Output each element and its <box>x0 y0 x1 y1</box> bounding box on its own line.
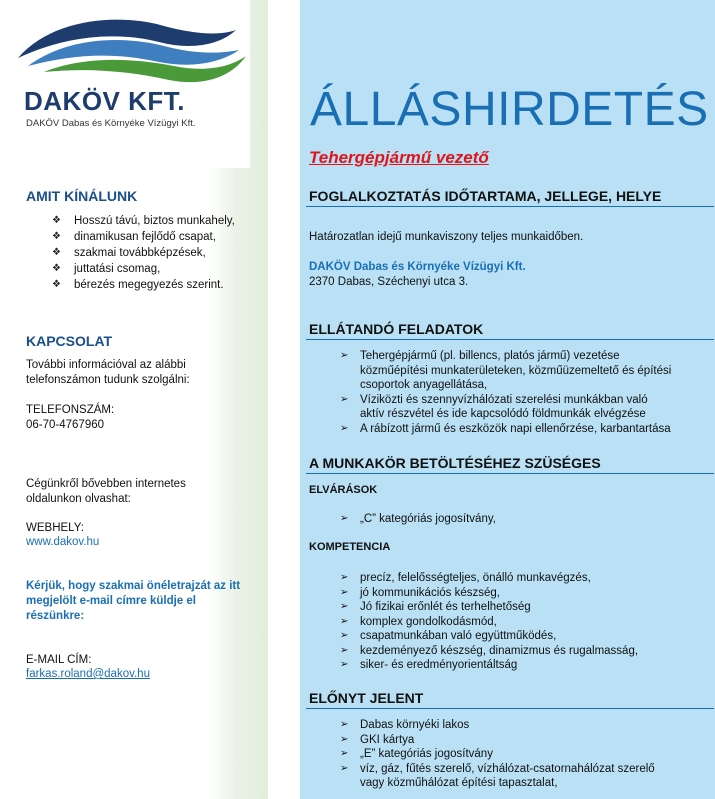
arrow-bullet-icon: ➢ <box>340 630 349 641</box>
phone-block <box>26 403 266 433</box>
section-heading-employment: FOGLALKOZTATÁS IDŐTARTAMA, JELLEGE, HELYE <box>309 188 662 204</box>
advantages-list <box>338 718 710 791</box>
section-divider <box>306 473 714 474</box>
competence-heading: KOMPETENCIA <box>309 541 391 553</box>
arrow-bullet-icon: ➢ <box>340 762 349 774</box>
arrow-bullet-icon: ➢ <box>340 572 349 583</box>
list-item: ➢ Dabas környéki lakos <box>340 719 470 731</box>
list-item: ➢ precíz, felelősségteljes, önálló munkavégzés, <box>340 572 591 584</box>
arrow-bullet-icon: ➢ <box>340 615 349 627</box>
list-item: ❖ dinamikusan fejlődő csapat, <box>52 231 216 243</box>
diamond-bullet-icon: ❖ <box>52 215 61 226</box>
company-logo <box>14 0 250 168</box>
list-item: ❖ Hosszú távú, biztos munkahely, <box>52 215 235 227</box>
section-divider <box>306 708 714 709</box>
arrow-bullet-icon: ➢ <box>340 733 349 745</box>
list-item: ❖ bérezés megegyezés szerint. <box>52 279 224 291</box>
diamond-bullet-icon: ❖ <box>52 263 61 274</box>
expectations-heading: ELVÁRÁSOK <box>309 484 378 496</box>
list-item: ➢ Víziközti és szennyvízhálózati szerelési munkákban való aktív részvétel és ide kapcsolódó földmunkák elvégzése <box>340 393 648 420</box>
arrow-bullet-icon: ➢ <box>340 601 349 612</box>
section-heading-advantages: ELŐNYT JELENT <box>309 690 424 706</box>
arrow-bullet-icon: ➢ <box>340 719 349 730</box>
page-title: ÁLLÁSHIRDETÉS <box>310 83 709 136</box>
list-item: ❖ szakmai továbbképzések, <box>52 247 206 259</box>
cv-request: Kérjük, hogy szakmai önéletrajzát az itt megjelölt e-mail címre küldje el részünkre: <box>26 580 241 622</box>
offer-list <box>52 213 262 293</box>
list-item: ➢ „E” kategóriás jogosítvány <box>340 748 493 760</box>
diamond-bullet-icon: ❖ <box>52 231 61 242</box>
list-item: ➢ komplex gondolkodásmód, <box>340 615 497 628</box>
list-item: ➢ Jó fizikai erőnlét és terhelhetőség <box>340 601 531 613</box>
web-label: WEBHELY: <box>26 522 84 534</box>
arrow-bullet-icon: ➢ <box>340 659 349 670</box>
job-title: Tehergépjármű vezető <box>309 148 489 167</box>
phone-label: TELEFONSZÁM: <box>26 404 115 416</box>
list-item: ➢ „C” kategóriás jogosítvány, <box>340 513 496 525</box>
list-item: ❖ juttatási csomag, <box>52 263 161 275</box>
list-item: ➢ Tehergépjármű (pl. billencs, platós jármű) vezetése közműépítési munkaterületeken, közműüzemeltető és építési csoportok anyagellátása, <box>340 350 672 391</box>
arrow-bullet-icon: ➢ <box>340 748 349 759</box>
arrow-bullet-icon: ➢ <box>340 350 349 361</box>
employment-text: Határozatlan idejű munkaviszony teljes munkaidőben. <box>309 231 584 243</box>
logo-name: DAKÖV KFT. <box>24 86 185 116</box>
arrow-bullet-icon: ➢ <box>340 513 349 524</box>
list-item: ➢ jó kommunikációs készség, <box>340 586 500 599</box>
offer-heading: AMIT KÍNÁLUNK <box>26 188 138 204</box>
company-address: 2370 Dabas, Széchenyi utca 3. <box>309 276 469 288</box>
list-item: ➢ GKI kártya <box>340 733 415 746</box>
web-intro: Cégünkről bővebben internetes oldalunkon olvashat: <box>26 478 186 505</box>
website-link[interactable]: www.dakov.hu <box>26 536 100 548</box>
arrow-bullet-icon: ➢ <box>340 422 349 434</box>
arrow-bullet-icon: ➢ <box>340 644 349 656</box>
list-item: ➢ siker- és eredményorientáltság <box>340 659 518 671</box>
company-name: DAKÖV Dabas és Környéke Vízügyi Kft. <box>309 261 526 273</box>
list-item: ➢ A rábízott jármű és eszközök napi ellenőrzése, karbantartása <box>340 422 671 435</box>
arrow-bullet-icon: ➢ <box>340 586 349 598</box>
task-list <box>338 349 710 436</box>
list-item: ➢ kezdeményező készség, dinamizmus és rugalmasság, <box>340 644 639 657</box>
section-divider <box>306 339 714 340</box>
section-divider <box>306 206 714 207</box>
section-heading-tasks: ELLÁTANDÓ FELADATOK <box>309 321 484 337</box>
section-heading-requirements: A MUNKAKÖR BETÖLTÉSÉHEZ SZÜSÉGES <box>309 455 601 471</box>
diamond-bullet-icon: ❖ <box>52 279 61 290</box>
logo-wave-icon <box>14 6 250 96</box>
competence-list <box>338 571 710 673</box>
contact-heading: KAPCSOLAT <box>26 333 113 349</box>
list-item: ➢ csapatmunkában való együttműködés, <box>340 630 557 642</box>
list-item: ➢ víz, gáz, fűtés szerelő, vízhálózat-csatornahálózat szerelő vagy közműhálózat építési tapasztalat, <box>340 762 655 789</box>
expectations-list <box>338 512 710 527</box>
diamond-bullet-icon: ❖ <box>52 247 61 258</box>
arrow-bullet-icon: ➢ <box>340 393 349 405</box>
contact-intro: További információval az alábbi telefonszámon tudunk szolgálni: <box>26 359 190 386</box>
email-link[interactable]: farkas.roland@dakov.hu <box>26 668 150 680</box>
email-label: E-MAIL CÍM: <box>26 654 92 666</box>
logo-subtitle: DAKÖV Dabas és Környéke Vízügyi Kft. <box>26 118 196 129</box>
phone-value: 06-70-4767960 <box>26 419 105 431</box>
